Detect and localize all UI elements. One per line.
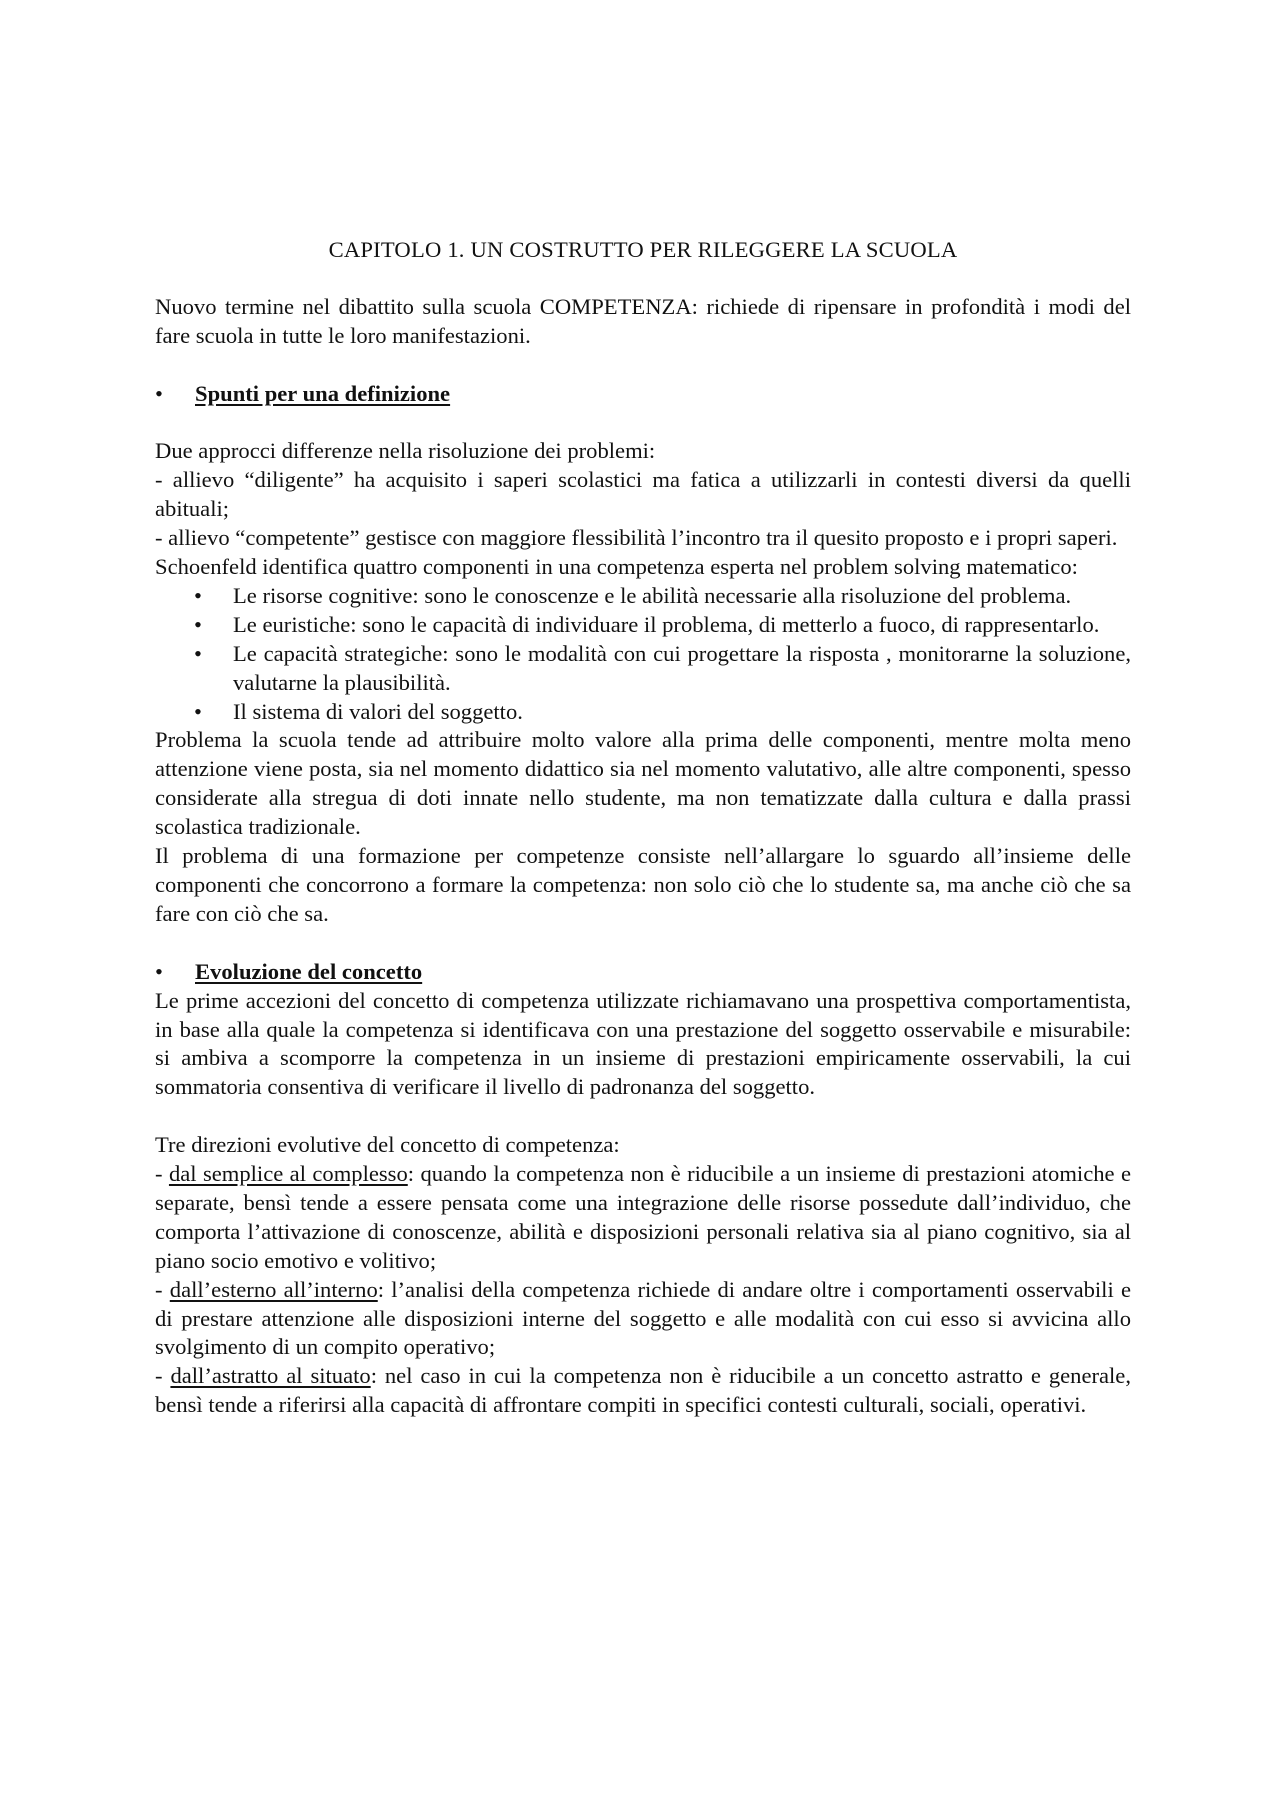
spacer [155, 409, 1131, 438]
components-list [155, 582, 1131, 727]
section-heading-text: Evoluzione del concetto [195, 958, 423, 984]
paragraph: Due approcci differenze nella risoluzione dei problemi: [155, 438, 656, 464]
direction-term: dal semplice al complesso [168, 1161, 408, 1187]
paragraph: Schoenfeld identifica quattro componenti in una competenza esperta nel problem solving matematico: [155, 554, 1078, 580]
direction-paragraph: - dall’astratto al situato: nel caso in cui la competenza non è riducibile a un concetto astratto e generale, bensì tende a riferirsi alla capacità di affrontare compiti in specifici contesti culturali, sociali, operativi. [155, 1363, 1131, 1418]
bullet: • [194, 640, 202, 666]
direction-paragraph: - dal semplice al complesso: quando la competenza non è riducibile a un insieme di prestazioni atomiche e separate, bensì tende a essere pensata come una integrazione delle risorse possedute dall’individuo, che comporta l’attivazione di conoscenze, abilità e disposizioni personali relativa sia al piano cognitivo, sia al piano socio emotivo e volitivo; [155, 1161, 1131, 1273]
section-heading-definition [155, 380, 1131, 409]
bullet: • [155, 380, 163, 406]
paragraph: Le prime accezioni del concetto di competenza utilizzate richiamavano una prospettiva comportamentista, in base alla quale la competenza si identificava con una prestazione del soggetto osservabile e misurabile: si ambiva a scomporre la competenza in un insieme di prestazioni empiricamente osservabili, la cui sommatoria consentiva di verificare il livello di padronanza del soggetto. [155, 987, 1131, 1100]
paragraph: Tre direzioni evolutive del concetto di competenza: [155, 1132, 620, 1158]
list-item: • Le risorse cognitive: sono le conoscenze e le abilità necessarie alla risoluzione del problema. [233, 582, 1131, 611]
spacer [155, 929, 1131, 958]
bullet: • [194, 582, 202, 608]
document-page [155, 236, 1131, 1420]
paragraph: Il problema di una formazione per competenze consiste nell’allargare lo sguardo all’insieme delle componenti che concorrono a formare la competenza: non solo ciò che lo studente sa, ma anche ciò che sa fare con ciò che sa. [155, 843, 1131, 926]
paragraph: - allievo “competente” gestisce con maggiore flessibilità l’incontro tra il quesito proposto e i propri saperi. [155, 525, 1118, 551]
bullet: • [155, 958, 163, 984]
chapter-title: CAPITOLO 1. UN COSTRUTTO PER RILEGGERE LA SCUOLA [328, 237, 958, 262]
direction-paragraph: - dall’esterno all’interno: l’analisi della competenza richiede di andare oltre i comportamenti osservabili e di prestare attenzione alle disposizioni interne del soggetto e alle modalità con cui esso si avvicina allo svolgimento di un compito operativo; [155, 1276, 1131, 1360]
list-item: • Le capacità strategiche: sono le modalità con cui progettare la risposta , monitorarne la soluzione, valutarne la plausibilità. [194, 640, 1131, 695]
section-heading-text: Spunti per una definizione [195, 380, 451, 406]
bullet: • [194, 698, 202, 724]
bullet: • [194, 611, 202, 637]
spacer [155, 351, 1131, 380]
paragraph: - allievo “diligente” ha acquisito i saperi scolastici ma fatica a utilizzarli in contesti diversi da quelli abituali; [155, 467, 1131, 522]
direction-term: dall’esterno all’interno [169, 1276, 378, 1302]
list-item: • Il sistema di valori del soggetto. [233, 698, 1131, 727]
spacer [155, 1102, 1131, 1131]
intro-paragraph: Nuovo termine nel dibattito sulla scuola COMPETENZA: richiede di ripensare in profondità i modi del fare scuola in tutte le loro manifestazioni. [155, 293, 1131, 348]
direction-term: dall’astratto al situato [170, 1363, 371, 1389]
list-item: • Le euristiche: sono le capacità di individuare il problema, di metterlo a fuoco, di rappresentarlo. [233, 611, 1131, 640]
paragraph: Problema la scuola tende ad attribuire molto valore alla prima delle componenti, mentre molta meno attenzione viene posta, sia nel momento didattico sia nel momento valutativo, alle altre componenti, spesso considerate alla stregua di doti innate nello studente, ma non tematizzate dalla cultura e dalla prassi scolastica tradizionale. [155, 727, 1131, 840]
section-heading-evolution [155, 958, 1131, 987]
